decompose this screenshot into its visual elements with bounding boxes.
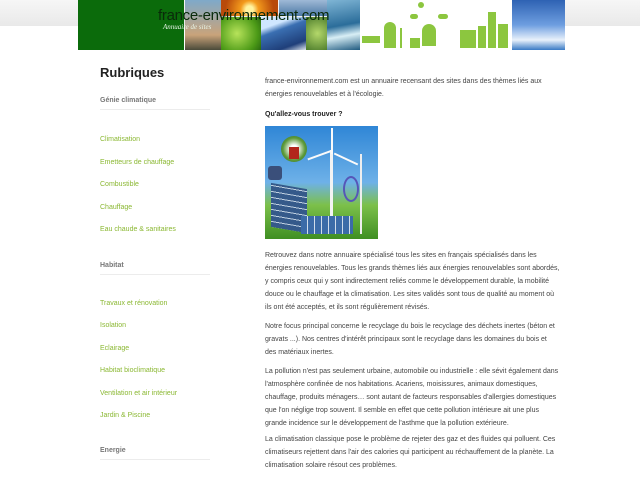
sidebar-link-combustible[interactable]: Combustible xyxy=(100,181,139,188)
category-heading-energie: Energie xyxy=(100,447,210,460)
paragraph-annuaire: Retrouvez dans notre annuaire spécialisé tous les sites en français spécialisés dans les énergies renouvelables. Tous les grands thèmes liés aux énergies renouvelables sont abordés, y compris ceux qui y sont indirectement reliés comme le développement durable, la mobilité douce ou le chauffage et la climatisation. Les sites validés sont tous de qualité au moment où ils ont été acceptés, et ils sont régulièrement révisés. xyxy=(265,252,560,311)
sidebar-link-climatisation[interactable]: Climatisation xyxy=(100,136,141,143)
site-header-banner xyxy=(78,0,565,50)
sidebar-link-emetteurs-de-chauffage[interactable]: Emetteurs de chauffage xyxy=(100,159,175,166)
paragraph-pollution: La pollution n'est pas seulement urbaine, automobile ou industrielle : elle sévit également dans l'atmosphère confinée de nos habitations. Acariens, moisissures, animaux domestiques, chauffage, produits ménagers… sont autant de facteurs responsables d'allergies domestiques que l'on néglige trop souvent. Il semble en effet que cette pollution intérieure ait une plus grande incidence sur le développement de l'asthme que la pollution extérieure. xyxy=(265,368,559,427)
section-question: Qu'allez-vous trouver ? xyxy=(265,111,343,118)
paragraph-recyclage: Notre focus principal concerne le recyclage du bois le recyclage des déchets inertes (béton et gravats ...). Nos centres d'intérêt principaux sont le recyclage dans les domaines du bois et des matériaux inertes. xyxy=(265,323,555,356)
sidebar-link-travaux-renovation[interactable]: Travaux et rénovation xyxy=(100,300,168,307)
sidebar-link-isolation[interactable]: Isolation xyxy=(100,322,127,329)
hex-component-icon xyxy=(268,166,282,180)
vertical-turbine-icon xyxy=(343,176,359,202)
category-heading-habitat: Habitat xyxy=(100,262,210,275)
renewable-energy-image xyxy=(265,126,378,239)
category-heading-genie-climatique: Génie climatique xyxy=(100,97,210,110)
intro-paragraph: france-environnement.com est un annuaire recensant des sites dans des thèmes liés aux énergies renouvelables et à l'écologie. xyxy=(265,78,542,98)
wind-turbines-sky-photo xyxy=(512,0,565,50)
sidebar-link-chauffage[interactable]: Chauffage xyxy=(100,204,133,211)
sidebar-link-habitat-bioclimatique[interactable]: Habitat bioclimatique xyxy=(100,367,165,374)
eco-city-illustration xyxy=(360,0,512,50)
wind-turbine-icon xyxy=(330,150,333,216)
sidebar-title: Rubriques xyxy=(100,65,165,80)
paragraph-climatisation: La climatisation classique pose le problème de rejeter des gaz et des fluides qui polluent. Ces climatiseurs rejettent dans l'air des calories qui participent au réchauffement de la planète. La climatisation solaire résout ces problèmes. xyxy=(265,436,556,469)
sidebar-link-eclairage[interactable]: Eclairage xyxy=(100,345,130,352)
sidebar-link-eau-chaude-sanitaires[interactable]: Eau chaude & sanitaires xyxy=(100,226,176,233)
sidebar-link-ventilation-air-interieur[interactable]: Ventilation et air intérieur xyxy=(100,390,178,397)
site-subtitle: Annuaire de sites xyxy=(163,23,212,31)
site-title[interactable]: france-environnement.com xyxy=(158,7,330,24)
solar-panel-flat-icon xyxy=(301,216,353,234)
sidebar-link-jardin-piscine[interactable]: Jardin & Piscine xyxy=(100,412,151,419)
wave-photo xyxy=(327,0,360,50)
